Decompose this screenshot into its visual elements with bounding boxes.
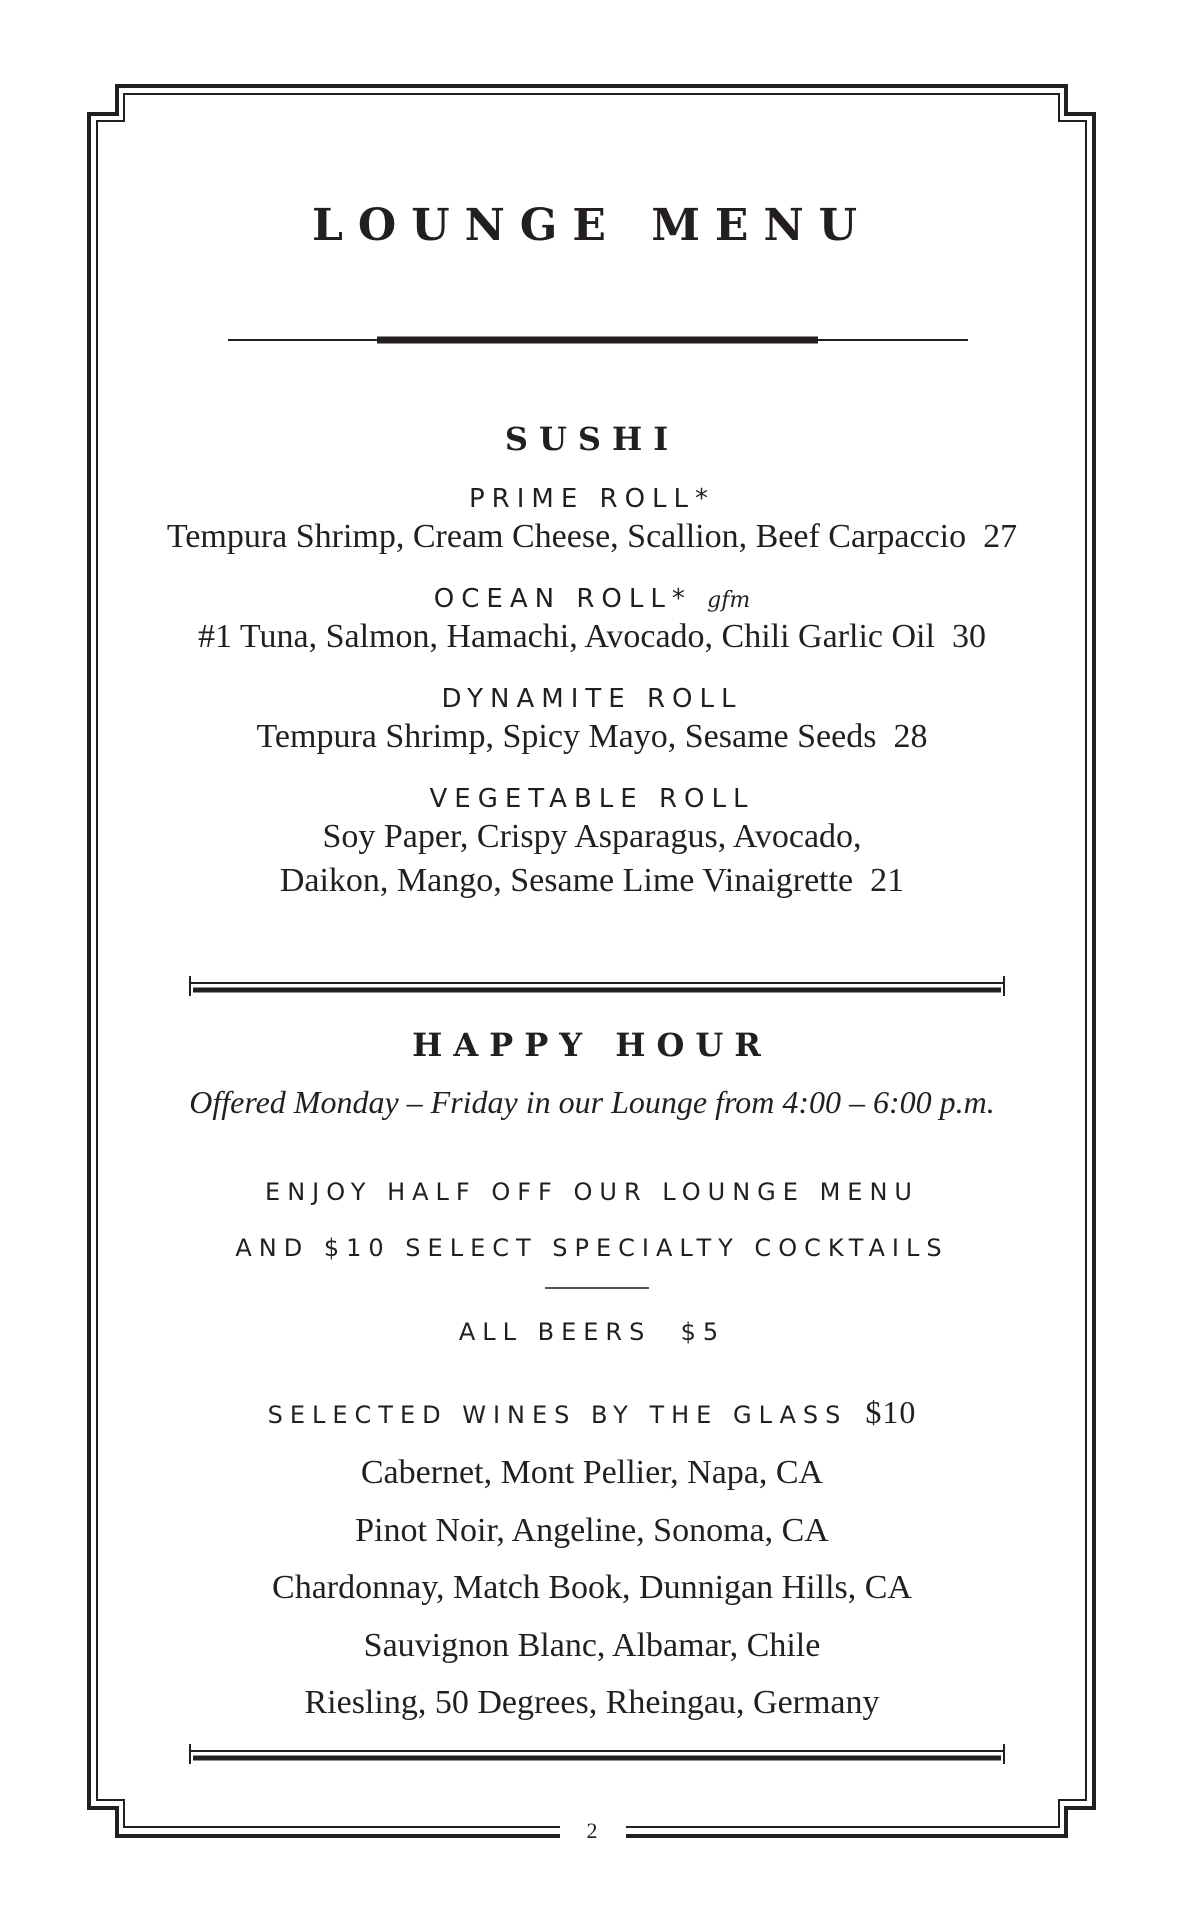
item-name-text: PRIME ROLL* (468, 484, 716, 514)
prime-roll-name (0, 484, 1184, 514)
wine-item: Chardonnay, Match Book, Dunnigan Hills, CA (272, 1569, 912, 1606)
sushi-heading: SUSHI (504, 420, 680, 458)
page-number: 2 (586, 1818, 598, 1843)
ocean-roll-name (0, 584, 1184, 614)
cocktails-line: AND $10 SELECT SPECIALTY COCKTAILS (235, 1234, 949, 1262)
wines-label: SELECTED WINES BY THE GLASS (267, 1401, 848, 1429)
item-name-text: OCEAN ROLL* (433, 584, 692, 614)
dynamite-roll-name (0, 684, 1184, 714)
item-name-text: DYNAMITE ROLL (441, 684, 743, 714)
vegetable-roll-name (0, 784, 1184, 814)
ocean-roll-description: #1 Tuna, Salmon, Hamachi, Avocado, Chili Garlic Oil 30 (198, 618, 986, 655)
beers-line: ALL BEERS $5 (458, 1318, 726, 1346)
wines-price: $10 (865, 1394, 917, 1430)
page-title: LOUNGE MENU (311, 200, 873, 251)
wines-heading (0, 1394, 1184, 1431)
vegetable-roll-description-line-2: Daikon, Mango, Sesame Lime Vinaigrette 21 (279, 862, 905, 899)
item-name-text: VEGETABLE ROLL (429, 784, 755, 814)
vegetable-roll-description-line-1: Soy Paper, Crispy Asparagus, Avocado, (322, 818, 862, 855)
wine-item: Riesling, 50 Degrees, Rheingau, Germany (304, 1684, 880, 1721)
prime-roll-description: Tempura Shrimp, Cream Cheese, Scallion, Beef Carpaccio 27 (166, 518, 1018, 555)
wine-item: Pinot Noir, Angeline, Sonoma, CA (355, 1512, 829, 1549)
half-off-line: ENJOY HALF OFF OUR LOUNGE MENU (265, 1178, 919, 1206)
dynamite-roll-description: Tempura Shrimp, Spicy Mayo, Sesame Seeds 28 (256, 718, 928, 755)
wine-item: Sauvignon Blanc, Albamar, Chile (363, 1627, 821, 1664)
happy-hour-heading: HAPPY HOUR (412, 1026, 772, 1064)
wine-item: Cabernet, Mont Pellier, Napa, CA (360, 1454, 824, 1491)
happy-hour-subtitle: Offered Monday – Friday in our Lounge from 4:00 – 6:00 p.m. (189, 1084, 995, 1120)
gfm-badge: gfm (707, 588, 751, 613)
